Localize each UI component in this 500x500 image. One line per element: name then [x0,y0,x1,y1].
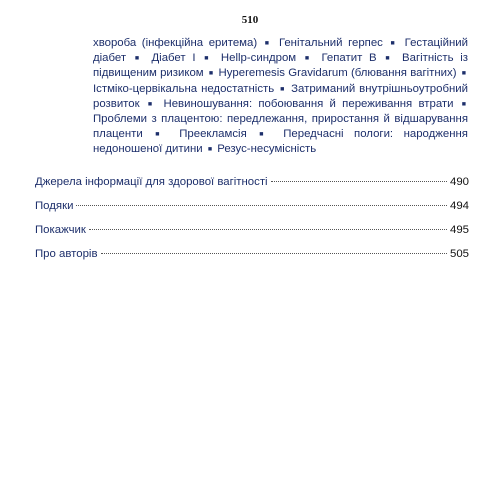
square-bullet-icon: ■ [147,100,156,108]
toc-entry-title: Джерела інформації для здорової вагітності [35,176,268,188]
square-bullet-icon: ■ [134,55,143,63]
topic-item: Вагітність із підвищеним ризиком [93,52,469,80]
square-bullet-icon: ■ [259,131,271,139]
table-of-contents [35,176,469,272]
topic-item: Діабет І [151,52,196,65]
topic-item: Генітальний герпес [278,37,383,49]
toc-entry-page: 490 [449,176,469,188]
topic-item: хвороба (інфекційна еритема) [93,37,258,49]
topics-paragraph [93,36,468,158]
topic-item: Істміко-цервікальна недостатність [93,82,275,95]
topic-item: Преекламсія [179,128,247,141]
toc-entry-title: Подяки [35,200,74,212]
square-bullet-icon: ■ [385,55,394,63]
toc-leader-dots [89,229,447,230]
toc-leader-dots [101,253,447,254]
square-bullet-icon: ■ [204,55,213,63]
toc-entry [35,224,469,248]
square-bullet-icon: ■ [390,40,398,47]
toc-entry [35,176,469,200]
toc-entry [35,200,469,224]
square-bullet-icon: ■ [461,70,467,78]
topic-item: Hyperemesis Gravidarum (блювання вагітних) [218,67,457,80]
toc-entry-page: 494 [449,200,469,212]
topic-item: Проблеми з плацентою: передлежання, приростання й відшарування плаценти [93,113,468,141]
page-number: 510 [241,14,259,26]
square-bullet-icon: ■ [207,146,213,154]
square-bullet-icon: ■ [304,55,313,63]
square-bullet-icon: ■ [461,100,467,108]
square-bullet-icon: ■ [280,85,286,93]
square-bullet-icon: ■ [208,70,214,78]
toc-leader-dots [271,181,447,182]
square-bullet-icon: ■ [264,40,272,47]
toc-entry-title: Покажчик [35,224,86,236]
toc-leader-dots [76,205,447,206]
topic-item: Гепатит В [321,52,377,65]
square-bullet-icon: ■ [155,131,167,139]
topic-item: Hellp-синдром [220,52,297,65]
topic-item: Невиношування: побоювання й переживання втрати [163,97,454,110]
toc-entry-page: 505 [449,248,469,260]
toc-entry-page: 495 [449,224,469,236]
toc-entry [35,248,469,272]
topic-item: Резус-несумісність [217,143,317,156]
topic-item: Затриманий внутрішньоутробний розвиток [93,82,468,110]
topic-item: Передчасні пологи: народження недоношеної дитини [93,128,468,156]
topic-item: Гестаційний діабет [93,37,468,65]
toc-entry-title: Про авторів [35,248,98,260]
